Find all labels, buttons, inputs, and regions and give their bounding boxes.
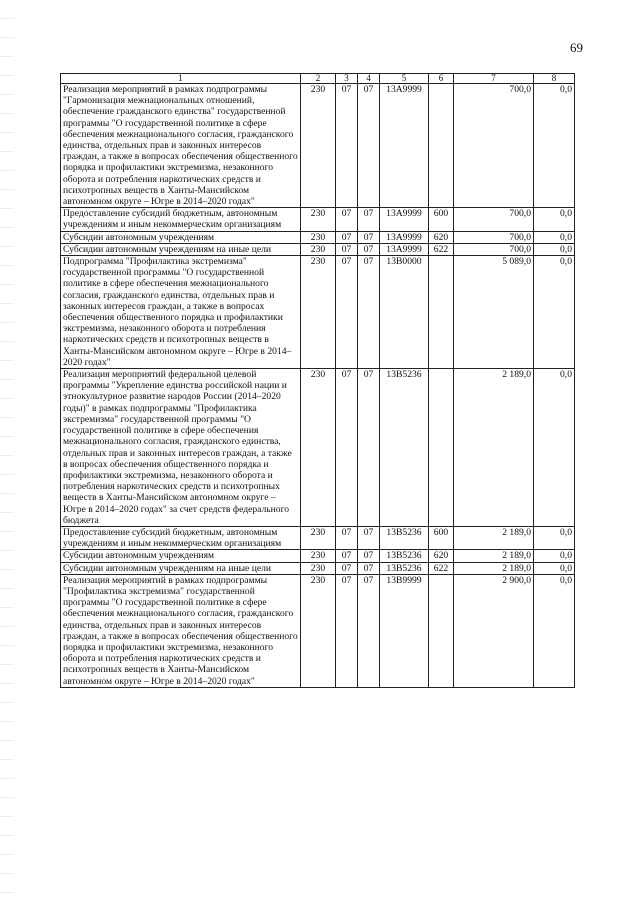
cell-amount-other: 0,0 — [534, 256, 575, 369]
row-name: Реализация мероприятий федеральной целевой программы "Укрепление единства российской нации и этнокультурное развитие народов России (2014–2020 годы)" в рамках подпрограммы "Профилактика экстремизма" государственной программы "О государственной политике в сфере обеспечения межнационального согласия, гражданского единства, отдельных прав и законных интересов граждан, а также в вопросах обеспечения общественного порядка и профилактики экстремизма, незаконного оборота и потребления наркотических средств и психотропных веществ в Ханты-Мансийском автономном округе – Югре в 2014–2020 годах" за счет средств федерального бюджета — [61, 369, 301, 527]
cell-subsection: 07 — [358, 526, 380, 549]
cell-expense-type: 620 — [429, 550, 454, 562]
cell-subsection: 07 — [358, 550, 380, 562]
cell-subsection: 07 — [358, 574, 380, 687]
table-row — [61, 369, 575, 527]
scan-edge-artifact — [0, 0, 14, 905]
column-header: 2 — [301, 74, 336, 84]
page-number: 69 — [570, 40, 583, 55]
cell-target-code: 13А9999 — [380, 231, 429, 243]
cell-target-code: 13А9999 — [380, 208, 429, 231]
cell-subsection: 07 — [358, 256, 380, 369]
cell-section: 07 — [336, 550, 358, 562]
column-number-row — [61, 74, 575, 84]
cell-expense-type — [429, 256, 454, 369]
cell-amount: 2 189,0 — [454, 562, 534, 574]
cell-target-code: 13В0000 — [380, 256, 429, 369]
cell-target-code: 13В5236 — [380, 369, 429, 527]
cell-amount-other: 0,0 — [534, 231, 575, 243]
cell-amount: 700,0 — [454, 84, 534, 208]
cell-amount-other: 0,0 — [534, 526, 575, 549]
cell-ministry: 230 — [301, 208, 336, 231]
row-name: Субсидии автономным учреждениям — [61, 550, 301, 562]
cell-subsection: 07 — [358, 369, 380, 527]
cell-ministry: 230 — [301, 84, 336, 208]
cell-ministry: 230 — [301, 574, 336, 687]
cell-subsection: 07 — [358, 84, 380, 208]
cell-amount: 5 089,0 — [454, 256, 534, 369]
row-name: Субсидии автономным учреждениям на иные цели — [61, 562, 301, 574]
table-row — [61, 84, 575, 208]
cell-subsection: 07 — [358, 231, 380, 243]
table-row — [61, 550, 575, 562]
cell-amount-other: 0,0 — [534, 84, 575, 208]
table-row — [61, 243, 575, 255]
cell-section: 07 — [336, 231, 358, 243]
cell-expense-type: 620 — [429, 231, 454, 243]
cell-amount-other: 0,0 — [534, 574, 575, 687]
cell-subsection: 07 — [358, 562, 380, 574]
table-row — [61, 526, 575, 549]
cell-expense-type: 600 — [429, 208, 454, 231]
column-header: 4 — [358, 74, 380, 84]
cell-ministry: 230 — [301, 369, 336, 527]
cell-expense-type — [429, 369, 454, 527]
cell-amount: 700,0 — [454, 243, 534, 255]
cell-target-code: 13В5236 — [380, 526, 429, 549]
cell-expense-type — [429, 84, 454, 208]
cell-amount: 2 189,0 — [454, 550, 534, 562]
row-name: Субсидии автономным учреждениям — [61, 231, 301, 243]
column-header: 3 — [336, 74, 358, 84]
cell-amount-other: 0,0 — [534, 208, 575, 231]
cell-amount-other: 0,0 — [534, 550, 575, 562]
cell-amount: 2 189,0 — [454, 526, 534, 549]
table-row — [61, 256, 575, 369]
budget-table — [60, 73, 575, 688]
row-name: Подпрограмма "Профилактика экстремизма" государственной программы "О государственной политике в сфере обеспечения межнационального согласия, гражданского единства, отдельных прав и законных интересов граждан, а также в вопросах обеспечения общественного порядка и профилактики экстремизма, незаконного оборота и потребления наркотических средств и психотропных веществ в Ханты-Мансийском автономном округе – Югре в 2014–2020 годах" — [61, 256, 301, 369]
cell-expense-type — [429, 574, 454, 687]
cell-ministry: 230 — [301, 256, 336, 369]
row-name: Предоставление субсидий бюджетным, автономным учреждениям и иным некоммерческим организациям — [61, 526, 301, 549]
table-row — [61, 231, 575, 243]
cell-section: 07 — [336, 208, 358, 231]
cell-subsection: 07 — [358, 208, 380, 231]
cell-amount-other: 0,0 — [534, 369, 575, 527]
cell-section: 07 — [336, 562, 358, 574]
cell-amount: 2 189,0 — [454, 369, 534, 527]
cell-amount: 2 900,0 — [454, 574, 534, 687]
cell-target-code: 13В9999 — [380, 574, 429, 687]
cell-ministry: 230 — [301, 243, 336, 255]
cell-section: 07 — [336, 574, 358, 687]
cell-amount-other: 0,0 — [534, 243, 575, 255]
table-row — [61, 574, 575, 687]
cell-ministry: 230 — [301, 562, 336, 574]
row-name: Субсидии автономным учреждениям на иные цели — [61, 243, 301, 255]
cell-section: 07 — [336, 256, 358, 369]
row-name: Реализация мероприятий в рамках подпрограммы "Гармонизация межнациональных отношений, обеспечение гражданского единства" государственной программы "О государственной политике в сфере обеспечения межнационального согласия, гражданского единства, отдельных прав и законных интересов граждан, а также в вопросах обеспечения общественного порядка и профилактики экстремизма, незаконного оборота и потребления наркотических средств и психотропных веществ в Ханты-Мансийском автономном округе – Югре в 2014–2020 годах" — [61, 84, 301, 208]
row-name: Предоставление субсидий бюджетным, автономным учреждениям и иным некоммерческим организациям — [61, 208, 301, 231]
cell-subsection: 07 — [358, 243, 380, 255]
cell-ministry: 230 — [301, 550, 336, 562]
cell-expense-type: 622 — [429, 243, 454, 255]
column-header: 8 — [534, 74, 575, 84]
cell-amount: 700,0 — [454, 231, 534, 243]
cell-amount: 700,0 — [454, 208, 534, 231]
cell-section: 07 — [336, 369, 358, 527]
column-header: 6 — [429, 74, 454, 84]
table-row — [61, 562, 575, 574]
row-name: Реализация мероприятий в рамках подпрограммы "Профилактика экстремизма" государственной программы "О государственной политике в сфере обеспечения межнационального согласия, гражданского единства, отдельных прав и законных интересов граждан, а также в вопросах обеспечения общественного порядка и профилактики экстремизма, незаконного оборота и потребления наркотических средств и психотропных веществ в Ханты-Мансийском автономном округе – Югре в 2014–2020 годах" — [61, 574, 301, 687]
column-header: 1 — [61, 74, 301, 84]
cell-expense-type: 622 — [429, 562, 454, 574]
cell-target-code: 13А9999 — [380, 84, 429, 208]
table-row — [61, 208, 575, 231]
cell-target-code: 13А9999 — [380, 243, 429, 255]
cell-section: 07 — [336, 84, 358, 208]
cell-target-code: 13В5236 — [380, 562, 429, 574]
column-header: 7 — [454, 74, 534, 84]
cell-ministry: 230 — [301, 231, 336, 243]
column-header: 5 — [380, 74, 429, 84]
cell-amount-other: 0,0 — [534, 562, 575, 574]
cell-expense-type: 600 — [429, 526, 454, 549]
cell-section: 07 — [336, 526, 358, 549]
cell-section: 07 — [336, 243, 358, 255]
cell-target-code: 13В5236 — [380, 550, 429, 562]
cell-ministry: 230 — [301, 526, 336, 549]
